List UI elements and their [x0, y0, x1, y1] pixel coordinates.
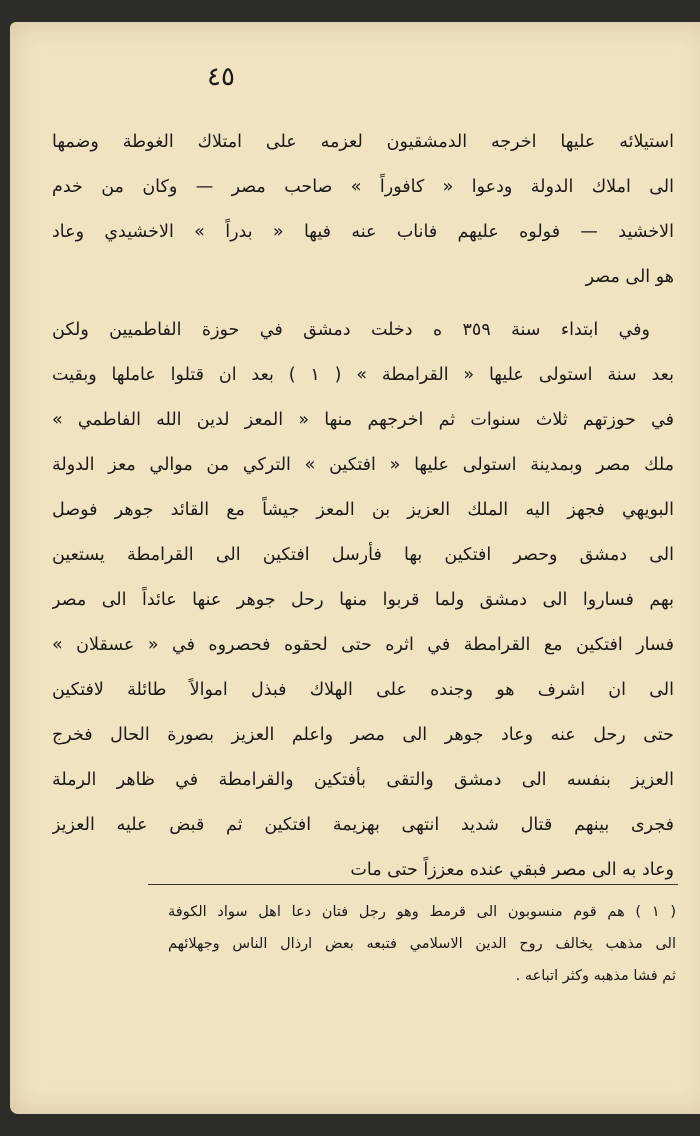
text-line: الاخشيد — فولوه عليهم فاناب عنه فيها « بدراً » الاخشيدي وعاد	[52, 222, 674, 242]
page-number: ٤٥	[207, 62, 235, 92]
text-line: وفي ابتداء سنة ٣٥٩ ه دخلت دمشق في حوزة الفاطميين ولكن	[52, 320, 650, 340]
text-line: فجرى بينهم قتال شديد انتهى بهزيمة افتكين ثم قبض عليه العزيز	[52, 815, 674, 835]
text-line: بعد سنة استولى عليها « القرامطة » ( ١ ) بعد ان قتلوا عاملها وبقيت	[52, 365, 674, 385]
text-line: ملك مصر وبمدينة استولى عليها « افتكين » التركي من موالي معز الدولة	[52, 455, 674, 475]
text-line: هو الى مصر	[585, 267, 674, 287]
text-line: حتى رحل عنه وعاد جوهر الى مصر واعلم العزيز بصورة الحال فخرج	[52, 725, 674, 745]
text-line: البويهي فجهز اليه الملك العزيز بن المعز جيشاً مع القائد جوهر فوصل	[52, 500, 674, 520]
footnote	[168, 896, 676, 992]
text-line: العزيز بنفسه الى دمشق والتقى بأفتكين والقرامطة في ظاهر الرملة	[52, 770, 674, 790]
paragraph-gap	[52, 300, 674, 308]
text-line: الى املاك الدولة ودعوا « كافوراً » صاحب مصر — وكان من خدم	[52, 177, 674, 197]
footnote-divider	[148, 884, 678, 885]
text-line: الى ان اشرف هو وجنده على الهلاك فبذل اموالاً طائلة لافتكين	[52, 680, 674, 700]
text-line: استيلائه عليها اخرجه الدمشقيون لعزمه على امتلاك الغوطة وضمها	[52, 132, 674, 152]
text-line: وعاد به الى مصر فبقي عنده معززاً حتى مات	[350, 860, 674, 880]
text-line: بهم فساروا الى دمشق ولما قربوا منها رحل جوهر عنها عائداً الى مصر	[52, 590, 674, 610]
text-line: فسار افتكين مع القرامطة في اثره حتى لحقوه فحصروه في « عسقلان »	[52, 635, 674, 655]
text-line: الى دمشق وحصر افتكين بها فأرسل افتكين الى القرامطة يستعين	[52, 545, 674, 565]
main-text	[52, 120, 674, 893]
footnote-line: ( ١ ) هم قوم منسوبون الى قرمط وهو رجل فتان دعا اهل سواد الكوفة	[168, 904, 676, 920]
footnote-line: الى مذهب يخالف روح الدين الاسلامي فتبعه بعض ارذال الناس وجهلائهم	[168, 936, 676, 952]
footnote-line: ثم فشا مذهبه وكثر اتباعه .	[515, 968, 676, 984]
text-line: في حوزتهم ثلاث سنوات ثم اخرجهم منها « المعز لدين الله الفاطمي »	[52, 410, 674, 430]
